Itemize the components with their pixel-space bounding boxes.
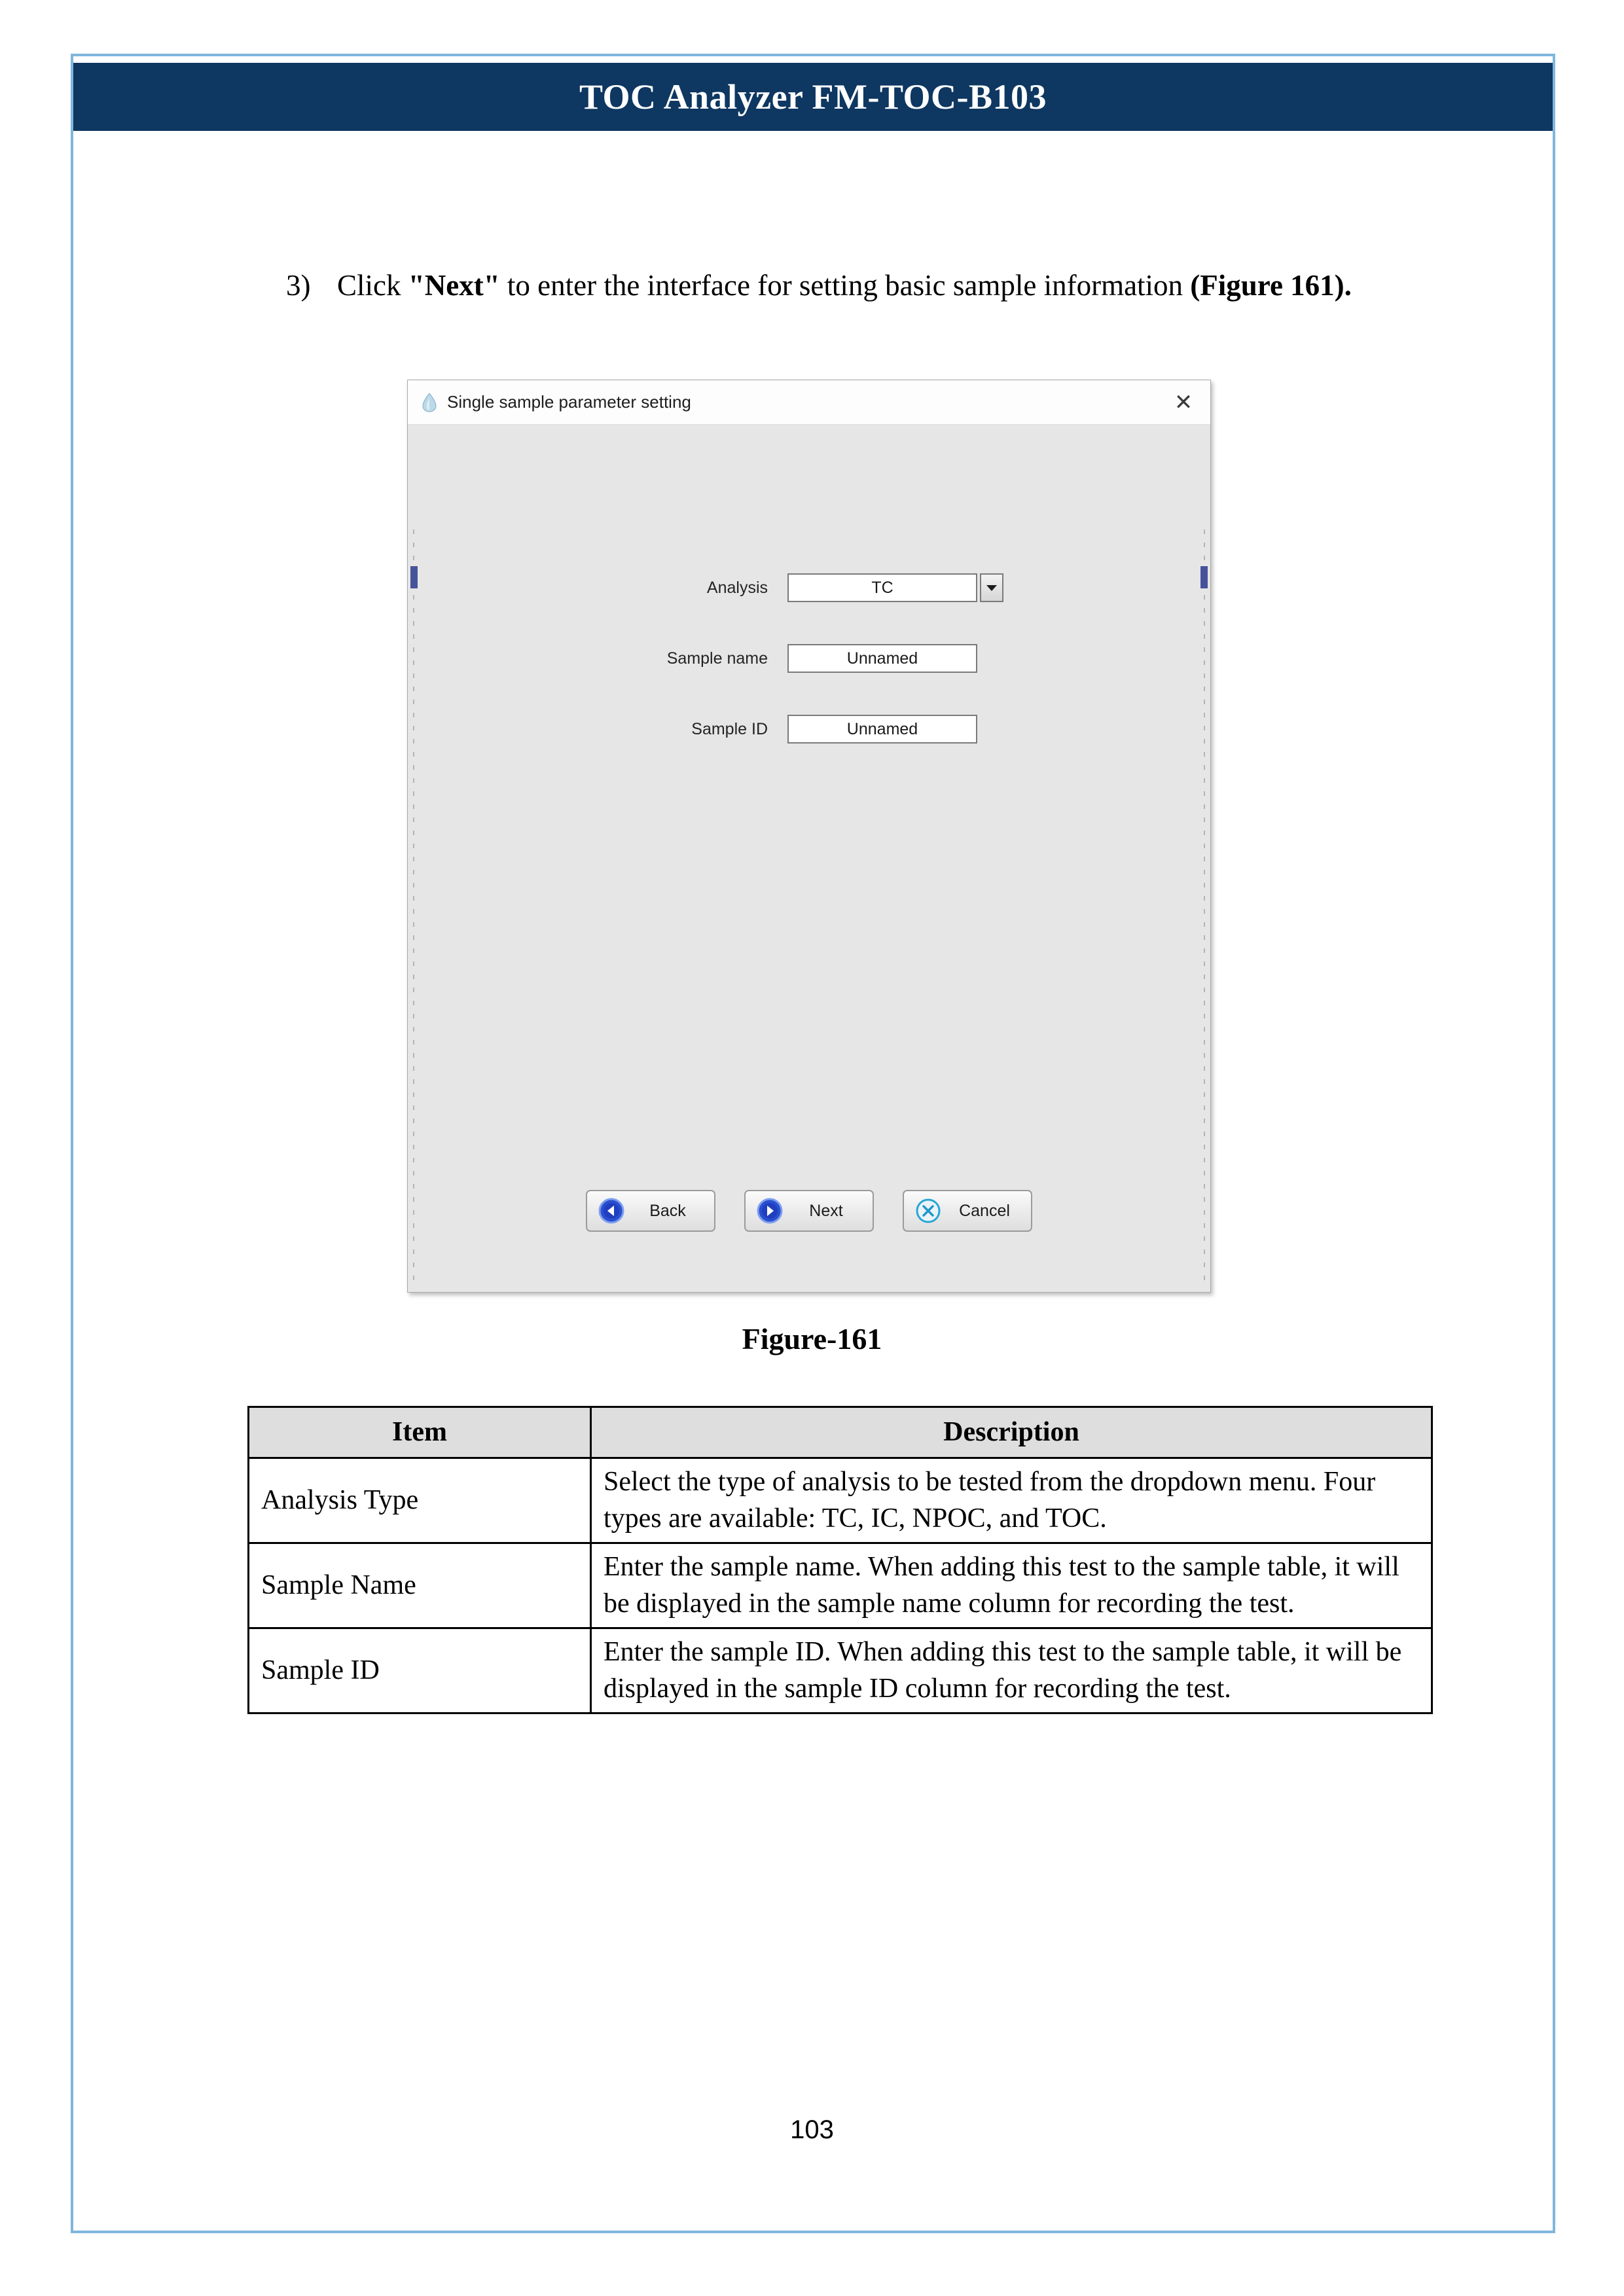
table-row bbox=[249, 1628, 1432, 1713]
dialog-form-area bbox=[408, 570, 1210, 782]
page-number: 103 bbox=[790, 2115, 834, 2144]
sample-name-input[interactable]: Unnamed bbox=[787, 644, 977, 673]
item-description-table bbox=[247, 1406, 1433, 1714]
instruction-text-part1: Click bbox=[337, 269, 408, 302]
analysis-label: Analysis bbox=[706, 578, 768, 597]
instruction-paragraph bbox=[286, 266, 1438, 306]
instruction-text-part2: to enter the interface for setting basic sample information bbox=[499, 269, 1191, 302]
single-sample-parameter-dialog bbox=[407, 380, 1211, 1293]
instruction-bold-figure-ref: (Figure 161). bbox=[1190, 269, 1352, 302]
instruction-bold-next: "Next" bbox=[408, 269, 500, 302]
cancel-button[interactable] bbox=[903, 1190, 1032, 1232]
dialog-body bbox=[408, 425, 1210, 1292]
table-header-row bbox=[249, 1407, 1432, 1458]
document-header bbox=[73, 63, 1553, 131]
figure-caption: Figure-161 bbox=[742, 1322, 882, 1355]
table-header-item: Item bbox=[249, 1407, 591, 1458]
dialog-titlebar bbox=[408, 380, 1210, 425]
table-row bbox=[249, 1458, 1432, 1543]
sample-id-label: Sample ID bbox=[691, 719, 768, 738]
back-button[interactable] bbox=[586, 1190, 715, 1232]
sample-id-field-wrap bbox=[787, 715, 977, 744]
table-cell-description: Select the type of analysis to be tested from the dropdown menu. Four types are available: TC, IC, NPOC, and TOC. bbox=[591, 1458, 1432, 1543]
arrow-right-circle-icon bbox=[756, 1197, 784, 1225]
close-icon[interactable]: ✕ bbox=[1174, 389, 1193, 415]
form-row-sample-id bbox=[408, 711, 1210, 747]
form-row-analysis bbox=[408, 570, 1210, 605]
instruction-marker: 3) bbox=[286, 269, 311, 302]
close-circle-icon bbox=[914, 1197, 942, 1225]
table-row bbox=[249, 1543, 1432, 1628]
back-button-label: Back bbox=[649, 1201, 686, 1220]
table-cell-item: Sample Name bbox=[249, 1543, 591, 1628]
table-cell-item: Sample ID bbox=[249, 1628, 591, 1713]
arrow-left-circle-icon bbox=[598, 1197, 625, 1225]
dialog-title: Single sample parameter setting bbox=[447, 392, 691, 412]
chevron-down-icon[interactable] bbox=[980, 573, 1003, 602]
table-cell-item: Analysis Type bbox=[249, 1458, 591, 1543]
sample-name-field-wrap bbox=[787, 644, 977, 673]
analysis-field-wrap bbox=[787, 573, 1003, 602]
sample-id-input[interactable]: Unnamed bbox=[787, 715, 977, 744]
form-row-sample-name bbox=[408, 641, 1210, 676]
water-drop-icon bbox=[421, 393, 438, 412]
instruction-text bbox=[337, 266, 1438, 306]
table-cell-description: Enter the sample name. When adding this test to the sample table, it will be displayed in the sample name column for recording the test. bbox=[591, 1543, 1432, 1628]
next-button-label: Next bbox=[809, 1201, 843, 1220]
dialog-button-row bbox=[408, 1190, 1210, 1232]
table-header-description: Description bbox=[591, 1407, 1432, 1458]
cancel-button-label: Cancel bbox=[959, 1201, 1010, 1220]
page-title: TOC Analyzer FM-TOC-B103 bbox=[579, 77, 1047, 117]
sample-name-label: Sample name bbox=[666, 649, 768, 668]
table-cell-description: Enter the sample ID. When adding this test to the sample table, it will be displayed in the sample ID column for recording the test. bbox=[591, 1628, 1432, 1713]
next-button[interactable] bbox=[744, 1190, 874, 1232]
analysis-select[interactable]: TC bbox=[787, 573, 977, 602]
